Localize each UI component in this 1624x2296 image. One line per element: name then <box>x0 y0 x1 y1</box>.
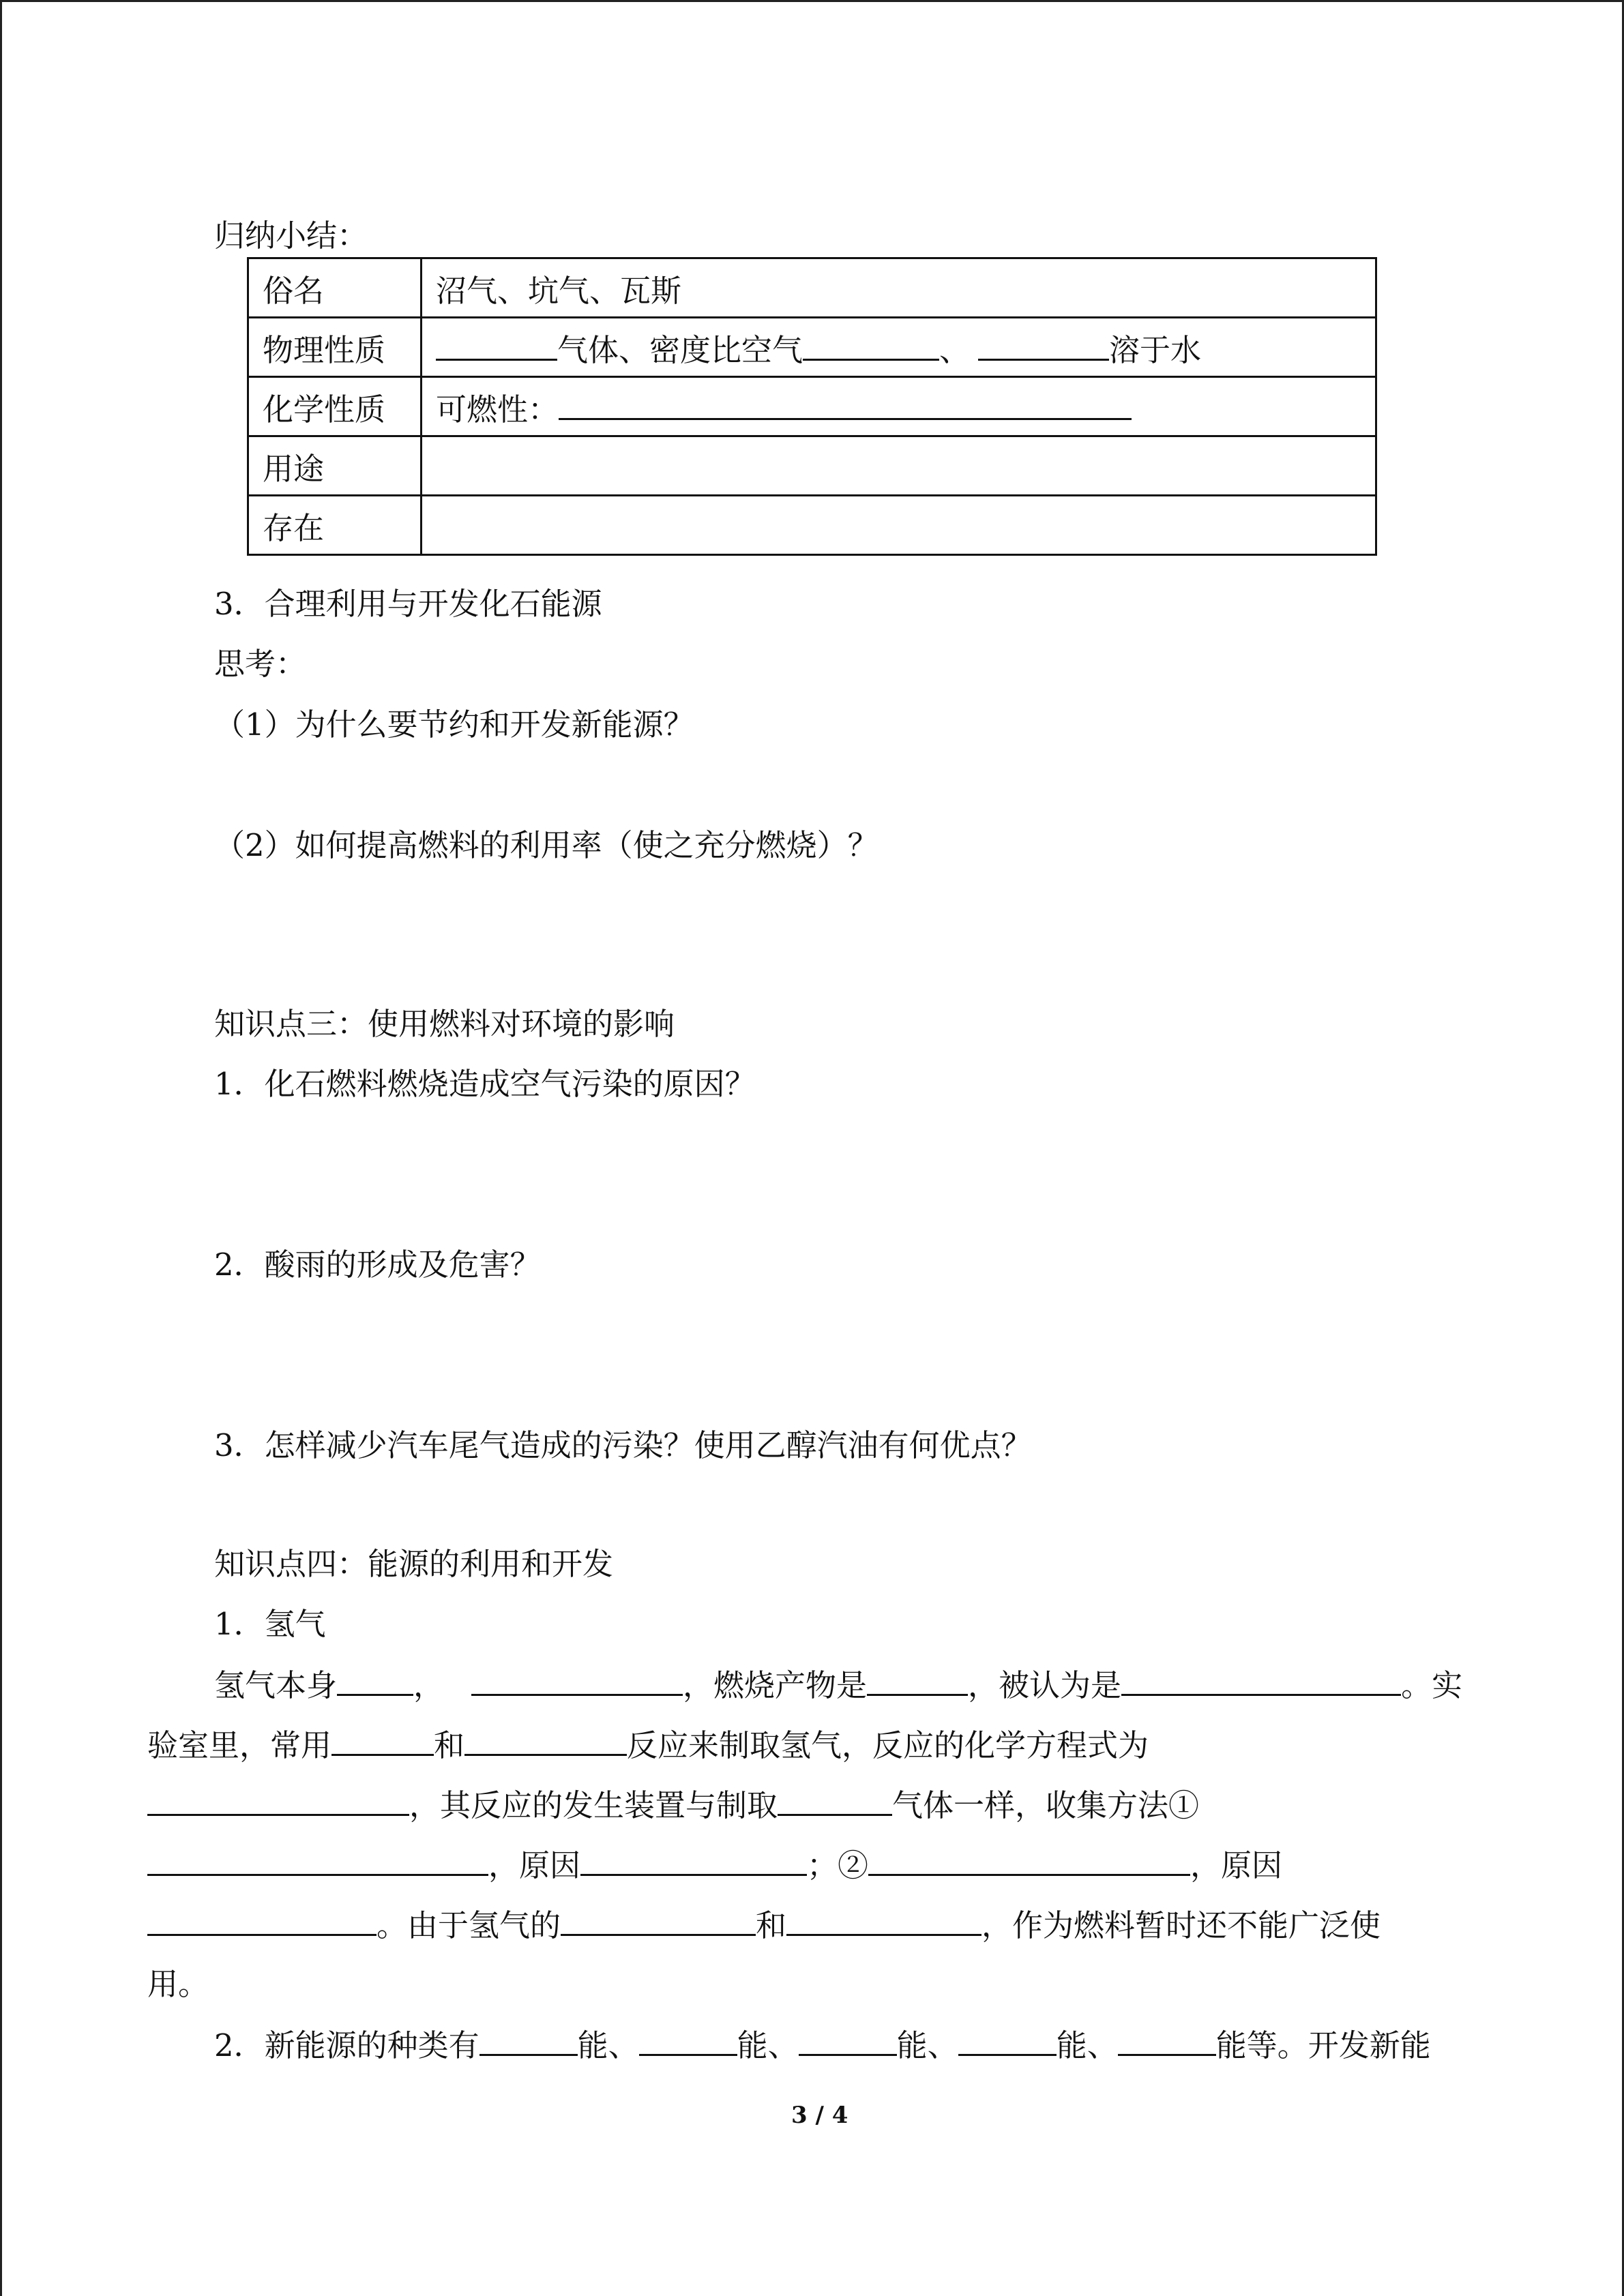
table-label: 俗名 <box>248 258 422 318</box>
fill-blank[interactable] <box>803 329 939 361</box>
fill-blank[interactable] <box>436 329 557 361</box>
fill-blank[interactable] <box>561 1904 756 1936</box>
fill-blank[interactable] <box>147 1784 409 1816</box>
question: （2）如何提高燃料的利用率（使之充分燃烧）？ <box>214 827 879 863</box>
table-value <box>422 318 1376 377</box>
fill-blank[interactable] <box>1121 1664 1401 1696</box>
section-title: 3．合理利用与开发化石能源 <box>214 586 602 622</box>
fill-blank[interactable] <box>799 2024 897 2056</box>
think-label: 思考： <box>214 646 307 682</box>
fill-blank[interactable] <box>331 1724 434 1756</box>
fill-blank[interactable] <box>978 329 1109 361</box>
question: 3．怎样减少汽车尾气造成的污染？使用乙醇汽油有何优点？ <box>214 1427 1032 1463</box>
summary-table <box>247 257 1377 556</box>
fill-blank[interactable] <box>147 1844 488 1876</box>
table-text: 可燃性： <box>436 391 559 428</box>
question: 2．酸雨的形成及危害？ <box>214 1247 541 1283</box>
paragraph-line: ，其反应的发生装置与制取 气体一样，收集方法① <box>147 1784 1199 1826</box>
question: 1．化石燃料燃烧造成空气污染的原因？ <box>214 1066 756 1102</box>
fill-blank[interactable] <box>958 2024 1057 2056</box>
fill-blank[interactable] <box>471 1664 683 1696</box>
question: （1）为什么要节约和开发新能源？ <box>214 706 694 743</box>
fill-blank[interactable] <box>147 1904 377 1936</box>
fill-blank[interactable] <box>464 1724 627 1756</box>
fill-blank[interactable] <box>1118 2024 1216 2056</box>
section-title: 知识点三：使用燃料对环境的影响 <box>214 1006 675 1042</box>
table-value[interactable] <box>422 496 1376 555</box>
paragraph-line: 氢气本身 ， ，燃烧产物是 ，被认为是 。实 <box>214 1664 1462 1706</box>
table-row <box>248 496 1376 555</box>
fill-blank[interactable] <box>337 1664 413 1696</box>
table-label: 用途 <box>248 436 422 496</box>
fill-blank[interactable] <box>639 2024 737 2056</box>
table-label: 物理性质 <box>248 318 422 377</box>
fill-blank[interactable] <box>479 2024 578 2056</box>
table-value <box>422 377 1376 436</box>
fill-blank[interactable] <box>778 1784 892 1816</box>
table-value[interactable] <box>422 436 1376 496</box>
paragraph-line: 用。 <box>147 1966 209 2002</box>
table-label: 存在 <box>248 496 422 555</box>
table-text: 溶于水 <box>1109 331 1202 368</box>
fill-blank[interactable] <box>559 388 1132 420</box>
table-row <box>248 318 1376 377</box>
paragraph-line: 验室里，常用 和 反应来制取氢气，反应的化学方程式为 <box>147 1724 1149 1766</box>
table-row <box>248 436 1376 496</box>
table-text: 、 <box>939 331 971 368</box>
paragraph-line: 2．新能源的种类有 能、 能、 能、 能、 能等。开发新能 <box>214 2024 1431 2066</box>
section-title: 知识点四：能源的利用和开发 <box>214 1546 614 1582</box>
table-row <box>248 377 1376 436</box>
fill-blank[interactable] <box>786 1904 981 1936</box>
table-label: 化学性质 <box>248 377 422 436</box>
page-number: 3 / 4 <box>791 2102 848 2129</box>
fill-blank[interactable] <box>868 1844 1190 1876</box>
summary-heading: 归纳小结： <box>214 218 368 254</box>
table-value: 沼气、坑气、瓦斯 <box>422 258 1376 318</box>
table-text: 气体、密度比空气 <box>557 331 803 368</box>
paragraph-line: ，原因 ；② ，原因 <box>147 1844 1282 1886</box>
fill-blank[interactable] <box>867 1664 968 1696</box>
table-row <box>248 258 1376 318</box>
paragraph-line: 。由于氢气的 和 ，作为燃料暂时还不能广泛使 <box>147 1904 1381 1946</box>
fill-blank[interactable] <box>580 1844 807 1876</box>
subsection-title: 1．氢气 <box>214 1606 326 1642</box>
